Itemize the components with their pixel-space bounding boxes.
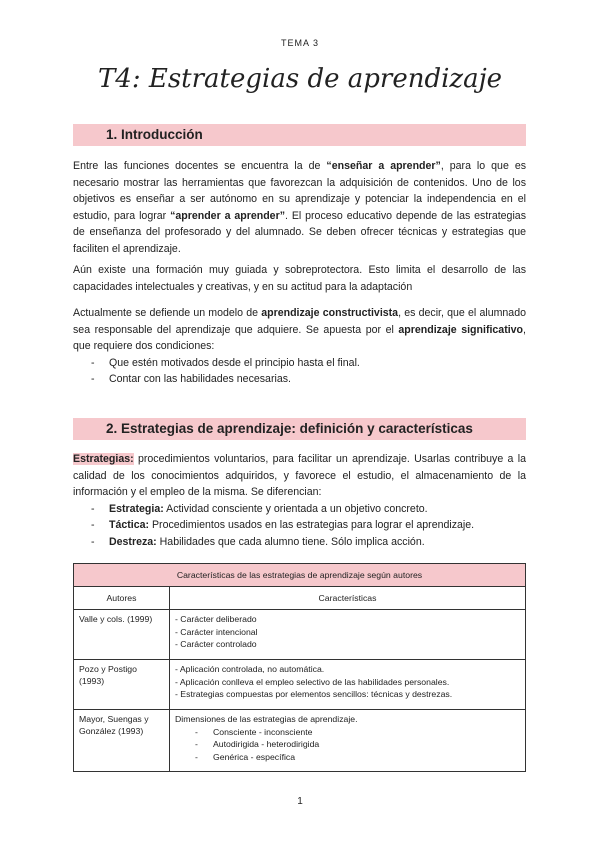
section1-heading-band: [73, 124, 526, 146]
p1-seg: , para lo que es necesario mostrar las herramientas que favorezcan la adquisición de contenidos. Uno de los objetivos es enseñar a ser autónomo en su aprendizaje y potenciar la independencia en el estudio, para lograr: [73, 160, 527, 222]
authors-table: [73, 563, 526, 772]
features-cell: [170, 660, 526, 710]
table-header-authors: Autores: [74, 587, 170, 610]
p1-bold-term: “enseñar a aprender”: [326, 160, 441, 172]
table-row: [74, 660, 526, 710]
p1-seg: Entre las funciones docentes se encuentra la de: [73, 160, 327, 172]
feature-line: - Aplicación conlleva el empleo selectivo de las habilidades personales.: [175, 676, 450, 687]
p3-seg: , es decir, que el alumnado sea responsable del aprendizaje que adquiere. Se apuesta por el: [73, 307, 526, 336]
table-header-features: Características: [170, 587, 526, 610]
feature-subline-text: Autodirigida - heterodirigida: [213, 739, 320, 749]
p3-seg: , que requiere dos condiciones:: [73, 323, 526, 352]
feature-line: - Carácter controlado: [175, 639, 257, 649]
feature-subline: - Autodirigida - heterodirigida: [195, 739, 320, 749]
table-row: [74, 710, 526, 772]
section2-heading: 2. Estrategias de aprendizaje: definición y características: [106, 421, 473, 436]
feature-line: - Carácter intencional: [175, 626, 258, 637]
feature-subline: - Consciente - inconsciente: [195, 726, 313, 737]
author-cell: Pozo y Postigo (1993): [74, 660, 170, 710]
feature-subline-text: Consciente - inconsciente: [213, 726, 313, 737]
list-item: [73, 501, 526, 518]
features-cell: [170, 610, 526, 660]
section1-heading: 1. Introducción: [106, 127, 203, 142]
table-caption: Características de las estrategias de aprendizaje según autores: [74, 564, 526, 587]
item-term: Estrategia:: [109, 502, 164, 515]
intro-paragraph-1: [73, 158, 526, 257]
list-item: [73, 517, 526, 534]
section2-heading-band: [73, 418, 526, 440]
author-cell: Valle y cols. (1999): [74, 610, 170, 660]
strategy-types-list: [73, 501, 526, 551]
definition-paragraph: [73, 451, 526, 550]
p1-seg: . El proceso educativo depende de las estrategias de enseñanza del profesorado y del alumnado. Se deben ofrecer técnicas y estrategias que faciliten el aprendizaje.: [73, 209, 526, 255]
feature-line: - Aplicación controlada, no automática.: [175, 664, 325, 674]
list-item: - Que estén motivados desde el principio hasta el final.: [73, 355, 526, 372]
page-number: 1: [297, 796, 303, 807]
p3-seg: Actualmente se defiende un modelo de: [73, 307, 262, 319]
item-text: Habilidades que cada alumno tiene. Sólo implica acción.: [156, 535, 425, 548]
page-header: TEMA 3: [280, 38, 319, 48]
item-text: Actividad consciente y orientada a un objetivo concreto.: [163, 502, 428, 515]
item-term: Destreza:: [109, 535, 157, 548]
definition-term: Estrategias:: [73, 453, 134, 465]
definition-text: procedimientos voluntarios, para facilitar un aprendizaje. Usarlas contribuye a la calidad de los conocimientos adquiridos, y favorece el estudio, el almacenamiento de la información y el empleo de la misma. Se diferencian:: [73, 453, 526, 498]
list-item: - Contar con las habilidades necesarias.: [73, 371, 526, 388]
intro-paragraph-2: Aún existe una formación muy guiada y sobreprotectora. Esto limita el desarrollo de las capacidades intelectuales y creativas, y en su actitud para la adaptación: [73, 264, 526, 293]
table-row: [74, 610, 526, 660]
list-item: [73, 534, 526, 551]
feature-subline-text: Genérica - específica: [213, 751, 296, 762]
feature-subline: - Genérica - específica: [195, 751, 296, 762]
p3-bold-term: aprendizaje constructivista: [261, 307, 399, 319]
feature-line: - Estrategias compuestas por elementos sencillos: técnicas y destrezas.: [175, 689, 453, 699]
p1-bold-term: “aprender a aprender”: [170, 209, 285, 222]
features-cell: [170, 710, 526, 772]
feature-line: - Carácter deliberado: [175, 614, 257, 624]
page-title: T4: Estrategias de aprendizaje: [97, 64, 503, 94]
p3-bold-term: aprendizaje significativo: [398, 323, 524, 336]
intro-paragraph-3: [73, 305, 526, 388]
item-term: Táctica:: [109, 519, 150, 531]
item-text: Procedimientos usados en las estrategias para lograr el aprendizaje.: [149, 519, 475, 531]
feature-intro: Dimensiones de las estrategias de aprendizaje.: [175, 714, 358, 724]
conditions-list: [73, 355, 526, 388]
author-cell: Mayor, Suengas y González (1993): [74, 710, 170, 772]
